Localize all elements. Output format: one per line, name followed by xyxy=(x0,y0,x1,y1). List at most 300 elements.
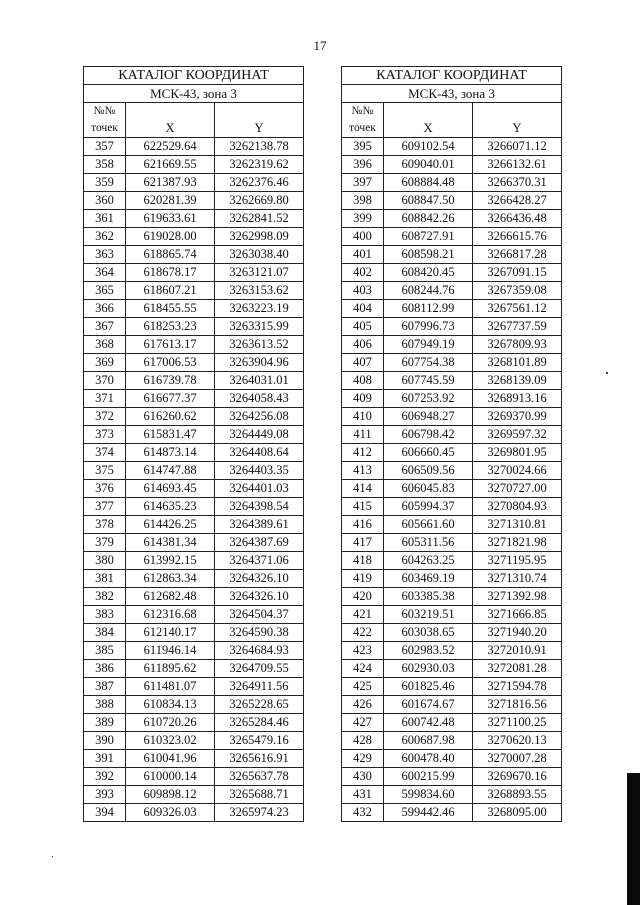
y-coordinate-cell: 3263315.99 xyxy=(215,318,304,336)
x-coordinate-cell: 600742.48 xyxy=(384,714,473,732)
table-row xyxy=(84,228,304,246)
table-row xyxy=(84,210,304,228)
point-number-cell: 391 xyxy=(84,750,126,768)
table-row xyxy=(84,444,304,462)
y-coordinate-cell: 3265284.46 xyxy=(215,714,304,732)
table-row xyxy=(342,354,562,372)
table-row xyxy=(342,714,562,732)
table-row xyxy=(84,372,304,390)
y-coordinate-cell: 3271392.98 xyxy=(473,588,562,606)
x-coordinate-cell: 607745.59 xyxy=(384,372,473,390)
table-row xyxy=(342,210,562,228)
table-row xyxy=(84,678,304,696)
point-number-cell: 419 xyxy=(342,570,384,588)
x-coordinate-cell: 602983.52 xyxy=(384,642,473,660)
point-number-cell: 378 xyxy=(84,516,126,534)
table-row xyxy=(342,534,562,552)
x-coordinate-cell: 612140.17 xyxy=(126,624,215,642)
table-row xyxy=(84,696,304,714)
y-coordinate-cell: 3264449.08 xyxy=(215,426,304,444)
point-number-header xyxy=(84,103,126,138)
x-coordinate-cell: 600687.98 xyxy=(384,732,473,750)
x-column-header: X xyxy=(384,103,473,138)
y-coordinate-cell: 3262319.62 xyxy=(215,156,304,174)
point-number-cell: 431 xyxy=(342,786,384,804)
table-row xyxy=(342,804,562,822)
x-coordinate-cell: 614635.23 xyxy=(126,498,215,516)
table-row xyxy=(84,318,304,336)
point-number-cell: 373 xyxy=(84,426,126,444)
y-coordinate-cell: 3262376.46 xyxy=(215,174,304,192)
x-coordinate-cell: 611946.14 xyxy=(126,642,215,660)
y-coordinate-cell: 3263613.52 xyxy=(215,336,304,354)
x-coordinate-cell: 608847.50 xyxy=(384,192,473,210)
table-row xyxy=(342,228,562,246)
y-coordinate-cell: 3270804.93 xyxy=(473,498,562,516)
y-coordinate-cell: 3262669.80 xyxy=(215,192,304,210)
point-number-cell: 397 xyxy=(342,174,384,192)
table-row xyxy=(342,192,562,210)
point-number-cell: 371 xyxy=(84,390,126,408)
table-row xyxy=(84,714,304,732)
point-number-header xyxy=(342,103,384,138)
x-coordinate-cell: 618253.23 xyxy=(126,318,215,336)
table-row xyxy=(342,750,562,768)
point-number-cell: 403 xyxy=(342,282,384,300)
point-number-cell: 368 xyxy=(84,336,126,354)
x-coordinate-cell: 617613.17 xyxy=(126,336,215,354)
coordinate-system-subtitle: МСК-43, зона 3 xyxy=(342,85,562,103)
x-coordinate-cell: 601825.46 xyxy=(384,678,473,696)
y-coordinate-cell: 3271195.95 xyxy=(473,552,562,570)
y-coordinate-cell: 3266817.28 xyxy=(473,246,562,264)
x-coordinate-cell: 607253.92 xyxy=(384,390,473,408)
y-coordinate-cell: 3262841.52 xyxy=(215,210,304,228)
x-coordinate-cell: 608842.26 xyxy=(384,210,473,228)
y-coordinate-cell: 3264031.01 xyxy=(215,372,304,390)
catalog-rows xyxy=(84,138,304,822)
table-row xyxy=(84,408,304,426)
x-coordinate-cell: 618865.74 xyxy=(126,246,215,264)
table-row xyxy=(342,768,562,786)
table-row xyxy=(342,408,562,426)
point-number-cell: 363 xyxy=(84,246,126,264)
point-number-cell: 422 xyxy=(342,624,384,642)
y-coordinate-cell: 3264326.10 xyxy=(215,588,304,606)
table-row xyxy=(342,444,562,462)
table-row xyxy=(342,372,562,390)
table-row xyxy=(342,498,562,516)
table-row xyxy=(84,660,304,678)
point-number-header-line2: точек xyxy=(349,122,376,134)
coordinate-catalog-table-right xyxy=(341,66,562,822)
scan-edge-mark xyxy=(627,773,640,905)
y-coordinate-cell: 3271594.78 xyxy=(473,678,562,696)
y-coordinate-cell: 3270620.13 xyxy=(473,732,562,750)
table-row xyxy=(342,642,562,660)
point-number-cell: 367 xyxy=(84,318,126,336)
point-number-cell: 401 xyxy=(342,246,384,264)
point-number-cell: 379 xyxy=(84,534,126,552)
y-coordinate-cell: 3266615.76 xyxy=(473,228,562,246)
y-coordinate-cell: 3271666.85 xyxy=(473,606,562,624)
table-row xyxy=(342,246,562,264)
table-row xyxy=(84,264,304,282)
table-row xyxy=(342,300,562,318)
y-coordinate-cell: 3264389.61 xyxy=(215,516,304,534)
table-row xyxy=(84,804,304,822)
table-row xyxy=(84,642,304,660)
coordinate-catalog-table-left xyxy=(83,66,304,822)
point-number-cell: 358 xyxy=(84,156,126,174)
y-coordinate-cell: 3262998.09 xyxy=(215,228,304,246)
y-coordinate-cell: 3262138.78 xyxy=(215,138,304,156)
point-number-cell: 416 xyxy=(342,516,384,534)
y-coordinate-cell: 3264256.08 xyxy=(215,408,304,426)
point-number-cell: 387 xyxy=(84,678,126,696)
point-number-cell: 429 xyxy=(342,750,384,768)
x-coordinate-cell: 610834.13 xyxy=(126,696,215,714)
point-number-cell: 388 xyxy=(84,696,126,714)
scan-speck xyxy=(52,856,53,857)
x-coordinate-cell: 616739.78 xyxy=(126,372,215,390)
x-coordinate-cell: 609326.03 xyxy=(126,804,215,822)
table-row xyxy=(84,174,304,192)
x-coordinate-cell: 599834.60 xyxy=(384,786,473,804)
table-row xyxy=(342,552,562,570)
table-row xyxy=(342,570,562,588)
point-number-cell: 404 xyxy=(342,300,384,318)
x-coordinate-cell: 600478.40 xyxy=(384,750,473,768)
x-coordinate-cell: 614873.14 xyxy=(126,444,215,462)
x-coordinate-cell: 606948.27 xyxy=(384,408,473,426)
point-number-cell: 421 xyxy=(342,606,384,624)
point-number-cell: 398 xyxy=(342,192,384,210)
y-coordinate-cell: 3271310.81 xyxy=(473,516,562,534)
point-number-cell: 423 xyxy=(342,642,384,660)
point-number-cell: 382 xyxy=(84,588,126,606)
y-coordinate-cell: 3266436.48 xyxy=(473,210,562,228)
table-row xyxy=(342,588,562,606)
y-coordinate-cell: 3264408.64 xyxy=(215,444,304,462)
point-number-cell: 413 xyxy=(342,462,384,480)
x-coordinate-cell: 608727.91 xyxy=(384,228,473,246)
x-coordinate-cell: 612682.48 xyxy=(126,588,215,606)
x-coordinate-cell: 616260.62 xyxy=(126,408,215,426)
table-row xyxy=(84,732,304,750)
x-coordinate-cell: 608884.48 xyxy=(384,174,473,192)
y-coordinate-cell: 3269670.16 xyxy=(473,768,562,786)
table-row xyxy=(342,480,562,498)
table-row xyxy=(84,390,304,408)
table-row xyxy=(84,156,304,174)
y-coordinate-cell: 3267737.59 xyxy=(473,318,562,336)
table-row xyxy=(84,336,304,354)
table-row xyxy=(84,606,304,624)
y-coordinate-cell: 3265637.78 xyxy=(215,768,304,786)
y-coordinate-cell: 3270024.66 xyxy=(473,462,562,480)
table-row xyxy=(84,624,304,642)
point-number-cell: 370 xyxy=(84,372,126,390)
point-number-cell: 375 xyxy=(84,462,126,480)
x-coordinate-cell: 617006.53 xyxy=(126,354,215,372)
point-number-cell: 425 xyxy=(342,678,384,696)
table-row xyxy=(84,282,304,300)
x-coordinate-cell: 612863.34 xyxy=(126,570,215,588)
point-number-cell: 380 xyxy=(84,552,126,570)
y-coordinate-cell: 3264398.54 xyxy=(215,498,304,516)
y-coordinate-cell: 3270727.00 xyxy=(473,480,562,498)
y-coordinate-cell: 3264684.93 xyxy=(215,642,304,660)
y-coordinate-cell: 3267359.08 xyxy=(473,282,562,300)
point-number-cell: 399 xyxy=(342,210,384,228)
x-coordinate-cell: 610323.02 xyxy=(126,732,215,750)
point-number-cell: 386 xyxy=(84,660,126,678)
point-number-cell: 366 xyxy=(84,300,126,318)
point-number-cell: 365 xyxy=(84,282,126,300)
x-coordinate-cell: 605994.37 xyxy=(384,498,473,516)
x-coordinate-cell: 619028.00 xyxy=(126,228,215,246)
point-number-cell: 389 xyxy=(84,714,126,732)
point-number-cell: 374 xyxy=(84,444,126,462)
point-number-cell: 428 xyxy=(342,732,384,750)
point-number-cell: 432 xyxy=(342,804,384,822)
y-coordinate-cell: 3269801.95 xyxy=(473,444,562,462)
y-coordinate-cell: 3272010.91 xyxy=(473,642,562,660)
table-row xyxy=(84,426,304,444)
y-column-header: Y xyxy=(473,103,562,138)
y-coordinate-cell: 3265228.65 xyxy=(215,696,304,714)
y-coordinate-cell: 3268139.09 xyxy=(473,372,562,390)
x-coordinate-cell: 600215.99 xyxy=(384,768,473,786)
y-coordinate-cell: 3263153.62 xyxy=(215,282,304,300)
table-row xyxy=(342,696,562,714)
table-row xyxy=(84,588,304,606)
table-row xyxy=(342,606,562,624)
table-row xyxy=(342,390,562,408)
x-coordinate-cell: 603469.19 xyxy=(384,570,473,588)
point-number-header-line2: точек xyxy=(91,122,118,134)
coordinate-system-subtitle: МСК-43, зона 3 xyxy=(84,85,304,103)
y-coordinate-cell: 3271310.74 xyxy=(473,570,562,588)
catalog-title: КАТАЛОГ КООРДИНАТ xyxy=(84,67,304,85)
point-number-cell: 390 xyxy=(84,732,126,750)
x-coordinate-cell: 615831.47 xyxy=(126,426,215,444)
point-number-cell: 408 xyxy=(342,372,384,390)
point-number-cell: 392 xyxy=(84,768,126,786)
x-coordinate-cell: 605661.60 xyxy=(384,516,473,534)
point-number-header-line1: №№ xyxy=(93,105,116,117)
y-coordinate-cell: 3266071.12 xyxy=(473,138,562,156)
catalog-rows xyxy=(342,138,562,822)
point-number-cell: 394 xyxy=(84,804,126,822)
table-row xyxy=(84,534,304,552)
x-coordinate-cell: 616677.37 xyxy=(126,390,215,408)
y-coordinate-cell: 3264401.03 xyxy=(215,480,304,498)
y-coordinate-cell: 3264326.10 xyxy=(215,570,304,588)
point-number-cell: 357 xyxy=(84,138,126,156)
y-coordinate-cell: 3267809.93 xyxy=(473,336,562,354)
y-coordinate-cell: 3268095.00 xyxy=(473,804,562,822)
point-number-cell: 410 xyxy=(342,408,384,426)
x-coordinate-cell: 619633.61 xyxy=(126,210,215,228)
point-number-cell: 427 xyxy=(342,714,384,732)
y-coordinate-cell: 3264504.37 xyxy=(215,606,304,624)
point-number-cell: 430 xyxy=(342,768,384,786)
point-number-cell: 369 xyxy=(84,354,126,372)
point-number-cell: 396 xyxy=(342,156,384,174)
x-coordinate-cell: 613992.15 xyxy=(126,552,215,570)
point-number-cell: 418 xyxy=(342,552,384,570)
y-coordinate-cell: 3268913.16 xyxy=(473,390,562,408)
point-number-cell: 376 xyxy=(84,480,126,498)
table-row xyxy=(342,786,562,804)
x-coordinate-cell: 599442.46 xyxy=(384,804,473,822)
y-column-header: Y xyxy=(215,103,304,138)
y-coordinate-cell: 3271821.98 xyxy=(473,534,562,552)
y-coordinate-cell: 3269597.32 xyxy=(473,426,562,444)
table-row xyxy=(84,570,304,588)
x-coordinate-cell: 603038.65 xyxy=(384,624,473,642)
y-coordinate-cell: 3264911.56 xyxy=(215,678,304,696)
point-number-cell: 411 xyxy=(342,426,384,444)
x-coordinate-cell: 621669.55 xyxy=(126,156,215,174)
table-row xyxy=(84,246,304,264)
x-coordinate-cell: 601674.67 xyxy=(384,696,473,714)
x-coordinate-cell: 608244.76 xyxy=(384,282,473,300)
table-row xyxy=(342,336,562,354)
table-row xyxy=(342,660,562,678)
x-coordinate-cell: 607754.38 xyxy=(384,354,473,372)
x-coordinate-cell: 612316.68 xyxy=(126,606,215,624)
table-row xyxy=(84,552,304,570)
y-coordinate-cell: 3267091.15 xyxy=(473,264,562,282)
y-coordinate-cell: 3264371.06 xyxy=(215,552,304,570)
point-number-cell: 381 xyxy=(84,570,126,588)
point-number-cell: 414 xyxy=(342,480,384,498)
table-row xyxy=(84,498,304,516)
point-number-cell: 372 xyxy=(84,408,126,426)
table-row xyxy=(342,624,562,642)
y-coordinate-cell: 3263121.07 xyxy=(215,264,304,282)
y-coordinate-cell: 3266132.61 xyxy=(473,156,562,174)
y-coordinate-cell: 3267561.12 xyxy=(473,300,562,318)
point-number-cell: 424 xyxy=(342,660,384,678)
y-coordinate-cell: 3264709.55 xyxy=(215,660,304,678)
x-coordinate-cell: 614381.34 xyxy=(126,534,215,552)
x-coordinate-cell: 622529.64 xyxy=(126,138,215,156)
x-coordinate-cell: 606798.42 xyxy=(384,426,473,444)
x-coordinate-cell: 620281.39 xyxy=(126,192,215,210)
x-coordinate-cell: 609102.54 xyxy=(384,138,473,156)
x-coordinate-cell: 608420.45 xyxy=(384,264,473,282)
point-number-cell: 407 xyxy=(342,354,384,372)
y-coordinate-cell: 3265688.71 xyxy=(215,786,304,804)
table-row xyxy=(342,462,562,480)
table-row xyxy=(84,480,304,498)
table-row xyxy=(342,426,562,444)
point-number-cell: 420 xyxy=(342,588,384,606)
x-coordinate-cell: 607996.73 xyxy=(384,318,473,336)
table-row xyxy=(342,678,562,696)
x-coordinate-cell: 608598.21 xyxy=(384,246,473,264)
x-coordinate-cell: 618607.21 xyxy=(126,282,215,300)
x-coordinate-cell: 611481.07 xyxy=(126,678,215,696)
point-number-cell: 360 xyxy=(84,192,126,210)
y-coordinate-cell: 3270007.28 xyxy=(473,750,562,768)
x-coordinate-cell: 603385.38 xyxy=(384,588,473,606)
table-row xyxy=(84,786,304,804)
x-coordinate-cell: 614747.88 xyxy=(126,462,215,480)
y-coordinate-cell: 3269370.99 xyxy=(473,408,562,426)
table-row xyxy=(342,156,562,174)
point-number-cell: 383 xyxy=(84,606,126,624)
point-number-cell: 393 xyxy=(84,786,126,804)
point-number-cell: 426 xyxy=(342,696,384,714)
x-coordinate-cell: 606509.56 xyxy=(384,462,473,480)
x-coordinate-cell: 609898.12 xyxy=(126,786,215,804)
y-coordinate-cell: 3265974.23 xyxy=(215,804,304,822)
y-coordinate-cell: 3265616.91 xyxy=(215,750,304,768)
x-coordinate-cell: 614426.25 xyxy=(126,516,215,534)
y-coordinate-cell: 3271940.20 xyxy=(473,624,562,642)
table-row xyxy=(84,750,304,768)
point-number-cell: 415 xyxy=(342,498,384,516)
y-coordinate-cell: 3263038.40 xyxy=(215,246,304,264)
x-coordinate-cell: 611895.62 xyxy=(126,660,215,678)
table-row xyxy=(342,174,562,192)
x-coordinate-cell: 608112.99 xyxy=(384,300,473,318)
table-row xyxy=(342,264,562,282)
point-number-cell: 364 xyxy=(84,264,126,282)
table-row xyxy=(84,462,304,480)
point-number-cell: 362 xyxy=(84,228,126,246)
page-number: 17 xyxy=(313,38,327,53)
point-number-cell: 385 xyxy=(84,642,126,660)
table-row xyxy=(342,282,562,300)
point-number-cell: 400 xyxy=(342,228,384,246)
x-coordinate-cell: 610041.96 xyxy=(126,750,215,768)
point-number-cell: 359 xyxy=(84,174,126,192)
table-row xyxy=(342,732,562,750)
table-row xyxy=(342,138,562,156)
table-row xyxy=(342,516,562,534)
x-coordinate-cell: 604263.25 xyxy=(384,552,473,570)
x-coordinate-cell: 607949.19 xyxy=(384,336,473,354)
y-coordinate-cell: 3264590.38 xyxy=(215,624,304,642)
y-coordinate-cell: 3265479.16 xyxy=(215,732,304,750)
y-coordinate-cell: 3268893.55 xyxy=(473,786,562,804)
x-coordinate-cell: 610000.14 xyxy=(126,768,215,786)
y-coordinate-cell: 3272081.28 xyxy=(473,660,562,678)
x-column-header: X xyxy=(126,103,215,138)
table-row xyxy=(84,768,304,786)
table-row xyxy=(84,354,304,372)
table-row xyxy=(84,516,304,534)
point-number-cell: 406 xyxy=(342,336,384,354)
x-coordinate-cell: 621387.93 xyxy=(126,174,215,192)
point-number-header-line1: №№ xyxy=(351,105,374,117)
x-coordinate-cell: 605311.56 xyxy=(384,534,473,552)
scan-speck xyxy=(606,372,608,374)
point-number-cell: 402 xyxy=(342,264,384,282)
y-coordinate-cell: 3264403.35 xyxy=(215,462,304,480)
point-number-cell: 417 xyxy=(342,534,384,552)
catalog-title: КАТАЛОГ КООРДИНАТ xyxy=(342,67,562,85)
y-coordinate-cell: 3266370.31 xyxy=(473,174,562,192)
point-number-cell: 377 xyxy=(84,498,126,516)
y-coordinate-cell: 3268101.89 xyxy=(473,354,562,372)
